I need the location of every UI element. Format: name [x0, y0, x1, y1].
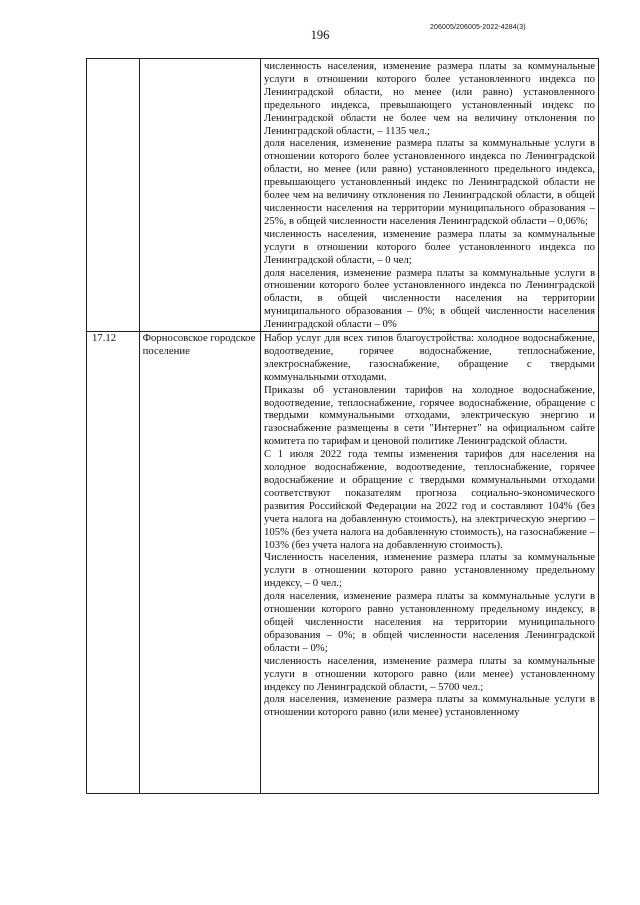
- paragraph: доля населения, изменение размера платы за коммунальные услуги в отношении которого равно (или менее) установленному: [264, 693, 595, 719]
- description-cell: [261, 332, 599, 794]
- paragraph: Приказы об установлении тарифов на холодное водоснабжение, водоотведение, теплоснабжение, горячее водоснабжение, обращение с твердыми коммунальными отходами, электрическую энергию и газоснабжение размещены в сети "Интернет" на официальном сайте комитета по тарифам и ценовой политике Ленинградской области.: [264, 383, 595, 448]
- paragraph: численность населения, изменение размера платы за коммунальные услуги в отношении которого более установленного индекса по Ленинградской области, но менее (или равно) установленного предельного индекса, превышающего установленный индекс по Ленинградской области не более чем на величину отклонения по Ленинградской области, – 1135 чел.;: [264, 60, 595, 137]
- row-number: [87, 59, 140, 332]
- table-row: [87, 332, 599, 794]
- row-number: 17.12: [87, 332, 140, 794]
- description-cell: [261, 59, 599, 332]
- tariff-table: [86, 58, 599, 794]
- document-id: 206005/206005-2022-4284(3): [430, 24, 526, 31]
- paragraph: С 1 июля 2022 года темпы изменения тарифов для населения на холодное водоснабжение, водоотведение, теплоснабжение, горячее водоснабжение и обращение с твердыми коммунальными отходами соответствуют показателям прогноза социально-экономического развития Российской Федерации на 2022 год и составляют 104% (без учета налога на добавленную стоимость), на электрическую энергию – 105% (без учета налога на добавленную стоимость), на газоснабжение – 103% (без учета налога на добавленную стоимость).: [264, 448, 595, 551]
- paragraph: Набор услуг для всех типов благоустройства: холодное водоснабжение, водоотведение, горячее водоснабжение, теплоснабжение, электроснабжение, газоснабжение, обращение с твердыми коммунальными отходами.: [264, 332, 595, 383]
- paragraph: численность населения, изменение размера платы за коммунальные услуги в отношении которого равно (или менее) установленному индексу по Ленинградской области, – 5700 чел.;: [264, 654, 595, 693]
- paragraph: доля населения, изменение размера платы за коммунальные услуги в отношении которого равно установленному предельному индексу, в общей численности населения на территории муниципального образования – 0%; в общей численности населения Ленинградской области – 0%;: [264, 590, 595, 654]
- page-number: 196: [310, 28, 330, 42]
- paragraph: доля населения, изменение размера платы за коммунальные услуги в отношении которого более установленного индекса по Ленинградской области, но менее (или равно) установленного предельного индекса, превышающего установленный индекс по Ленинградской области не более чем на величину отклонения по Ленинградской области, в общей численности населения на территории муниципального образования – 25%, в общей численности населения Ленинградской области – 0,06%;: [264, 137, 595, 227]
- settlement-name: [139, 59, 260, 332]
- table-row: [87, 59, 599, 332]
- settlement-name: Форносовское городское поселение: [139, 332, 260, 794]
- paragraph: Численность населения, изменение размера платы за коммунальные услуги в отношении которого равно установленному предельному индексу, – 0 чел.;: [264, 551, 595, 590]
- paragraph: численность населения, изменение размера платы за коммунальные услуги в отношении которого более установленного индекса по Ленинградской области, – 0 чел;: [264, 227, 595, 266]
- paragraph: доля населения, изменение размера платы за коммунальные услуги в отношении которого более установленного индекса по Ленинградской области, в общей численности населения на территории муниципального образования – 0%; в общей численности населения Ленинградской области – 0%: [264, 266, 595, 331]
